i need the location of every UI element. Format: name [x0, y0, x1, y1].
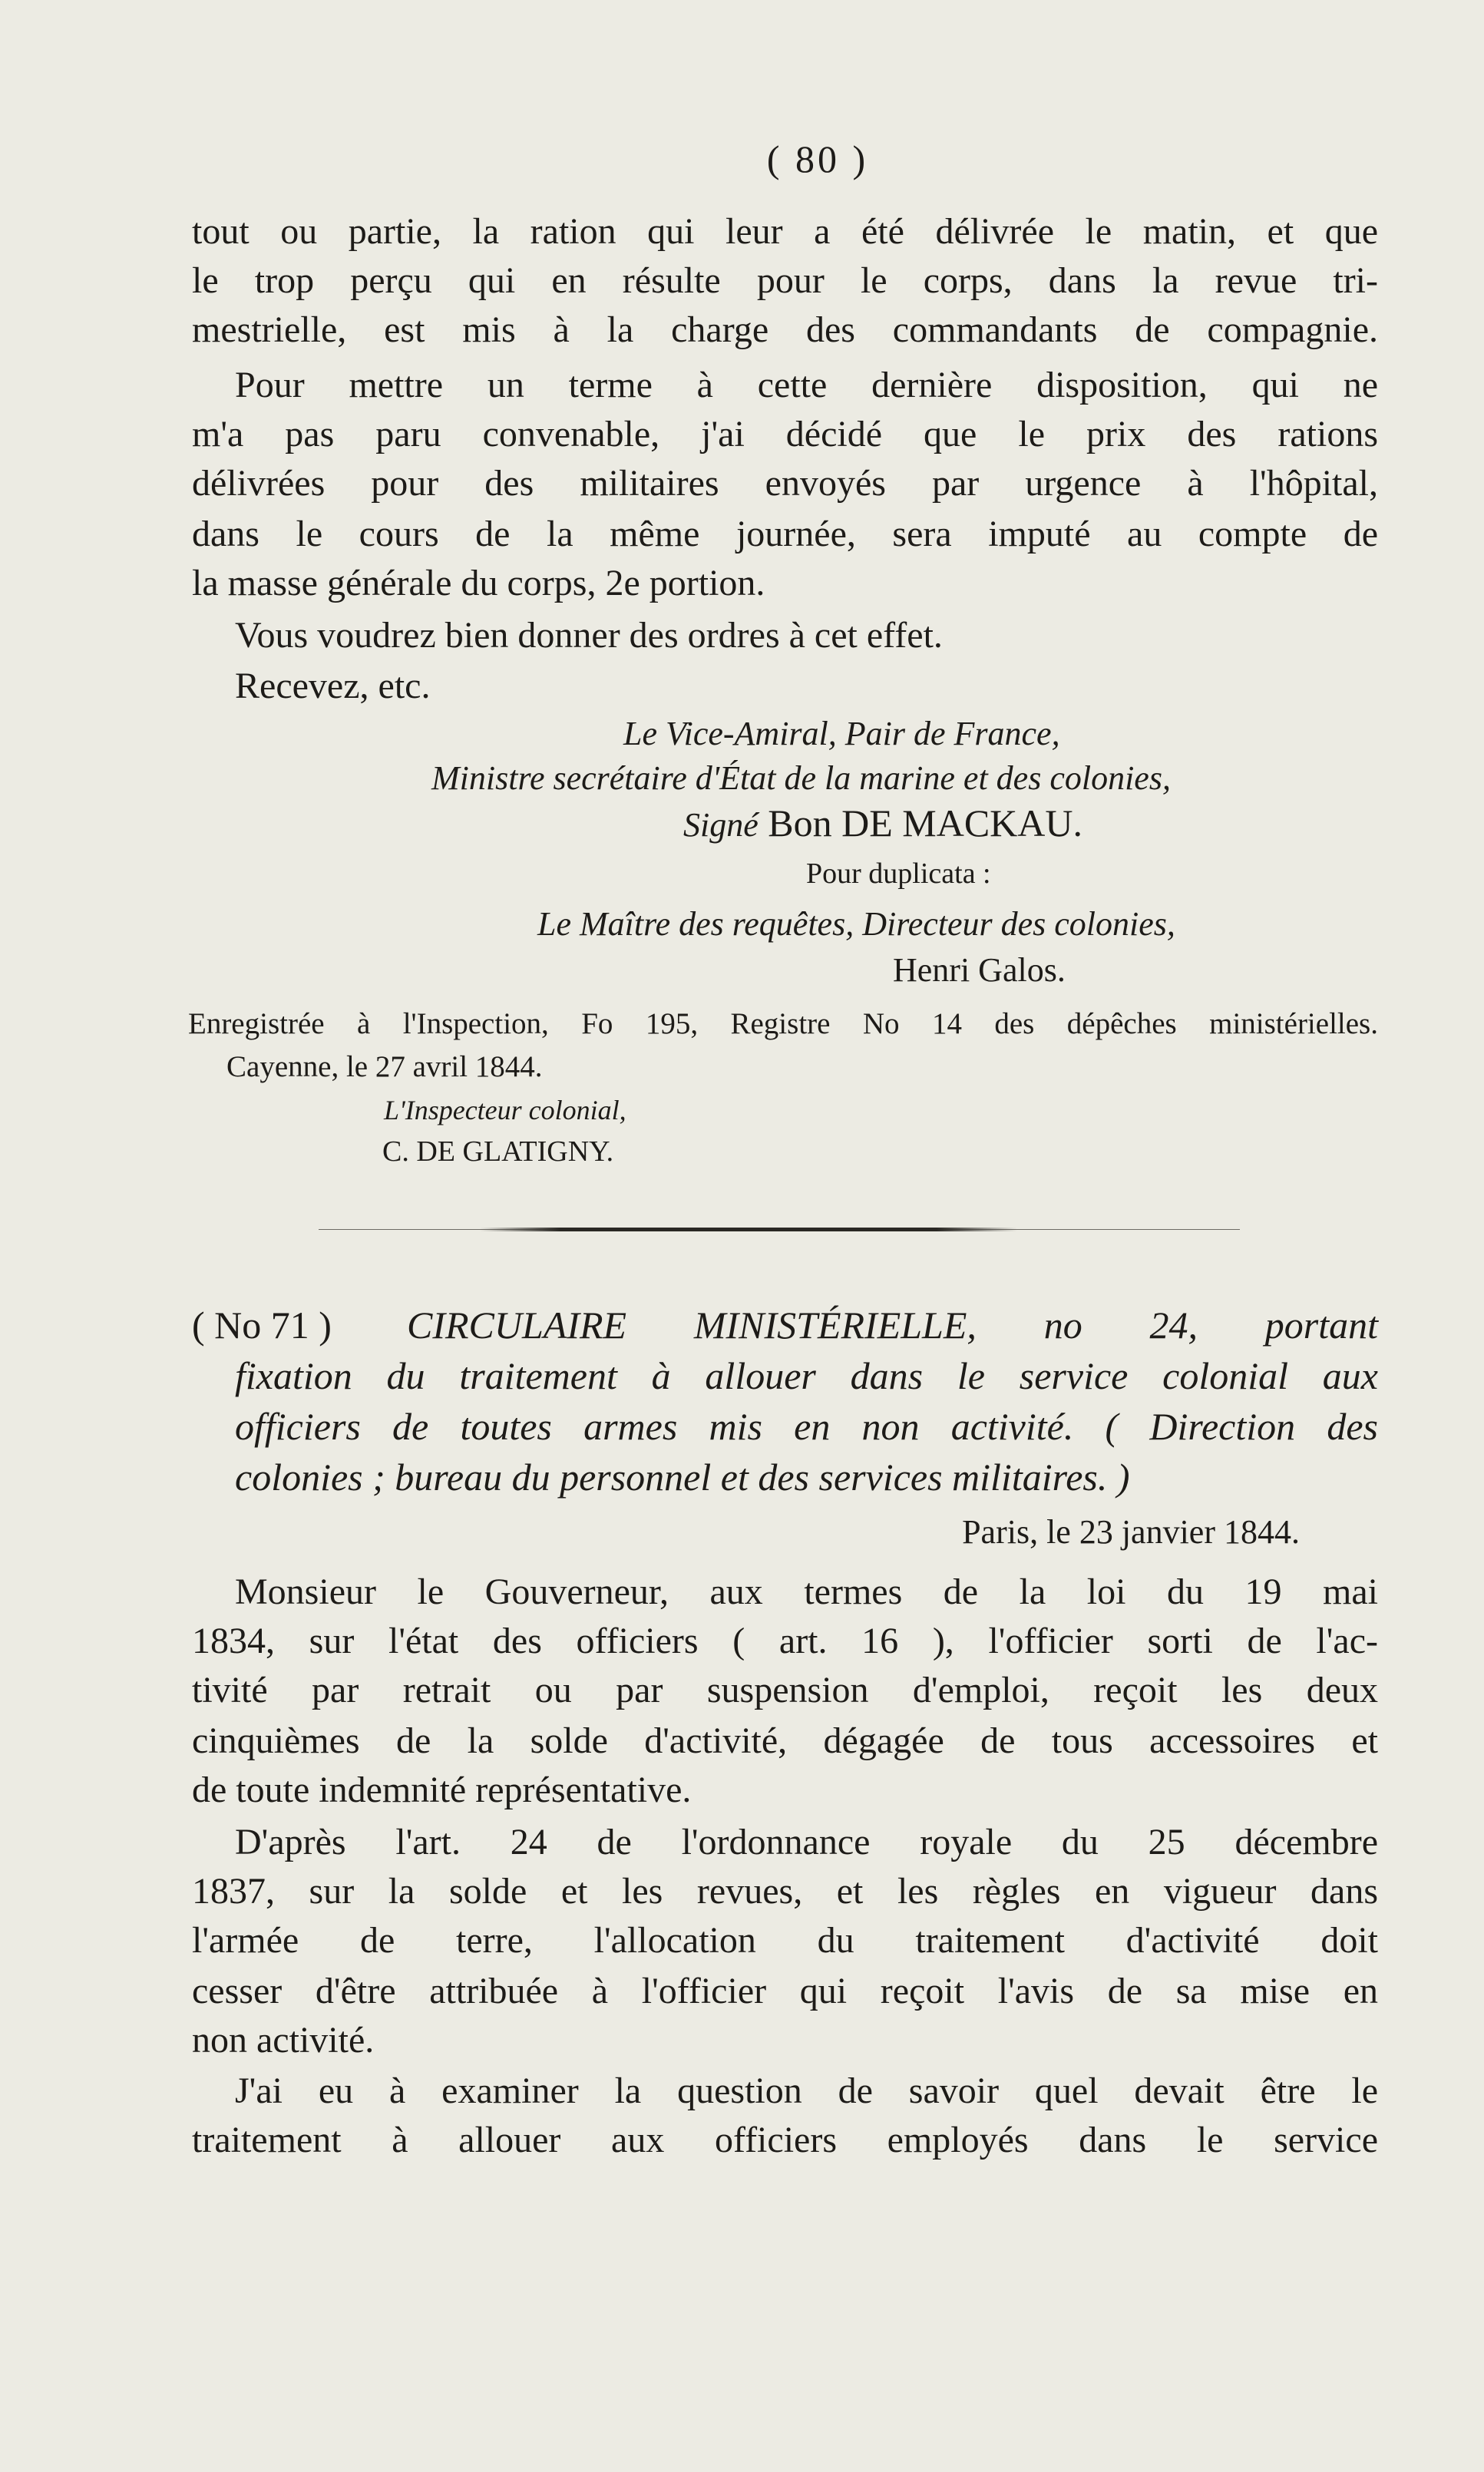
circular-date: Paris, le 23 janvier 1844. — [962, 1513, 1300, 1551]
text-line: J'ai eu à examiner la question de savoir quel devait être le — [235, 2070, 1378, 2111]
divider-thick-line — [480, 1228, 1017, 1231]
text-line: tout ou partie, la ration qui leur a été délivrée le matin, et que — [192, 211, 1378, 252]
section-divider — [319, 1228, 1240, 1232]
text-line: traitement à allouer aux officiers employés dans le service — [192, 2120, 1378, 2160]
circular-subject-line: officiers de toutes armes mis en non activité. ( Direction des — [235, 1405, 1378, 1448]
text-line: cesser d'être attribuée à l'officier qui reçoit l'avis de sa mise en — [192, 1971, 1378, 2011]
registration-line: Enregistrée à l'Inspection, Fo 195, Registre No 14 des dépêches ministérielles. — [188, 1007, 1378, 1040]
duplicata-label: Pour duplicata : — [806, 858, 991, 890]
text-line: 1834, sur l'état des officiers ( art. 16 ), l'officier sorti de l'ac- — [192, 1621, 1378, 1661]
text-line: dans le cours de la même journée, sera imputé au compte de — [192, 514, 1378, 554]
text-line: l'armée de terre, l'allocation du traitement d'activité doit — [192, 1920, 1378, 1961]
text-line: D'après l'art. 24 de l'ordonnance royale du 25 décembre — [235, 1822, 1378, 1862]
director-name: Henri Galos. — [893, 951, 1066, 989]
text-line: Recevez, etc. — [235, 666, 431, 706]
text-line: m'a pas paru convenable, j'ai décidé que le prix des rations — [192, 414, 1378, 454]
circular-title: CIRCULAIRE MINISTÉRIELLE, no 24, portant — [407, 1304, 1378, 1347]
page-number: ( 80 ) — [766, 137, 869, 180]
text-line: 1837, sur la solde et les revues, et les règles en vigueur dans — [192, 1871, 1378, 1912]
registration-place-date: Cayenne, le 27 avril 1844. — [226, 1050, 543, 1083]
text-line: Pour mettre un terme à cette dernière disposition, qui ne — [235, 365, 1378, 405]
text-line: délivrées pour des militaires envoyés par urgence à l'hôpital, — [192, 463, 1378, 504]
signed-label: Signé — [683, 806, 759, 844]
text-line: Monsieur le Gouverneur, aux termes de la loi du 19 mai — [235, 1571, 1378, 1612]
text-line: non activité. — [192, 2020, 375, 2061]
signature-office: Ministre secrétaire d'État de la marine et des colonies, — [431, 759, 1171, 797]
director-title: Le Maître des requêtes, Directeur des colonies, — [537, 905, 1175, 943]
text-line: de toute indemnité représentative. — [192, 1770, 692, 1810]
text-line: tivité par retrait ou par suspension d'emploi, reçoit les deux — [192, 1670, 1378, 1710]
text-line: cinquièmes de la solde d'activité, dégagée de tous accessoires et — [192, 1720, 1378, 1761]
text-line: Vous voudrez bien donner des ordres à cet effet. — [235, 615, 943, 656]
text-line: mestrielle, est mis à la charge des commandants de compagnie. — [192, 309, 1378, 350]
signature-signed — [683, 801, 1082, 847]
circular-number: ( No 71 ) — [192, 1304, 332, 1347]
circular-subject-line: fixation du traitement à allouer dans le service colonial aux — [235, 1354, 1378, 1397]
inspector-title: L'Inspecteur colonial, — [384, 1095, 626, 1125]
inspector-name: C. DE GLATIGNY. — [382, 1135, 614, 1168]
signatory-name: Bon DE MACKAU. — [768, 801, 1083, 844]
text-line: la masse générale du corps, 2e portion. — [192, 563, 765, 603]
text-line: le trop perçu qui en résulte pour le corps, dans la revue tri- — [192, 260, 1378, 301]
signature-title: Le Vice-Amiral, Pair de France, — [623, 715, 1060, 752]
circular-subject-line: colonies ; bureau du personnel et des services militaires. ) — [235, 1456, 1130, 1499]
